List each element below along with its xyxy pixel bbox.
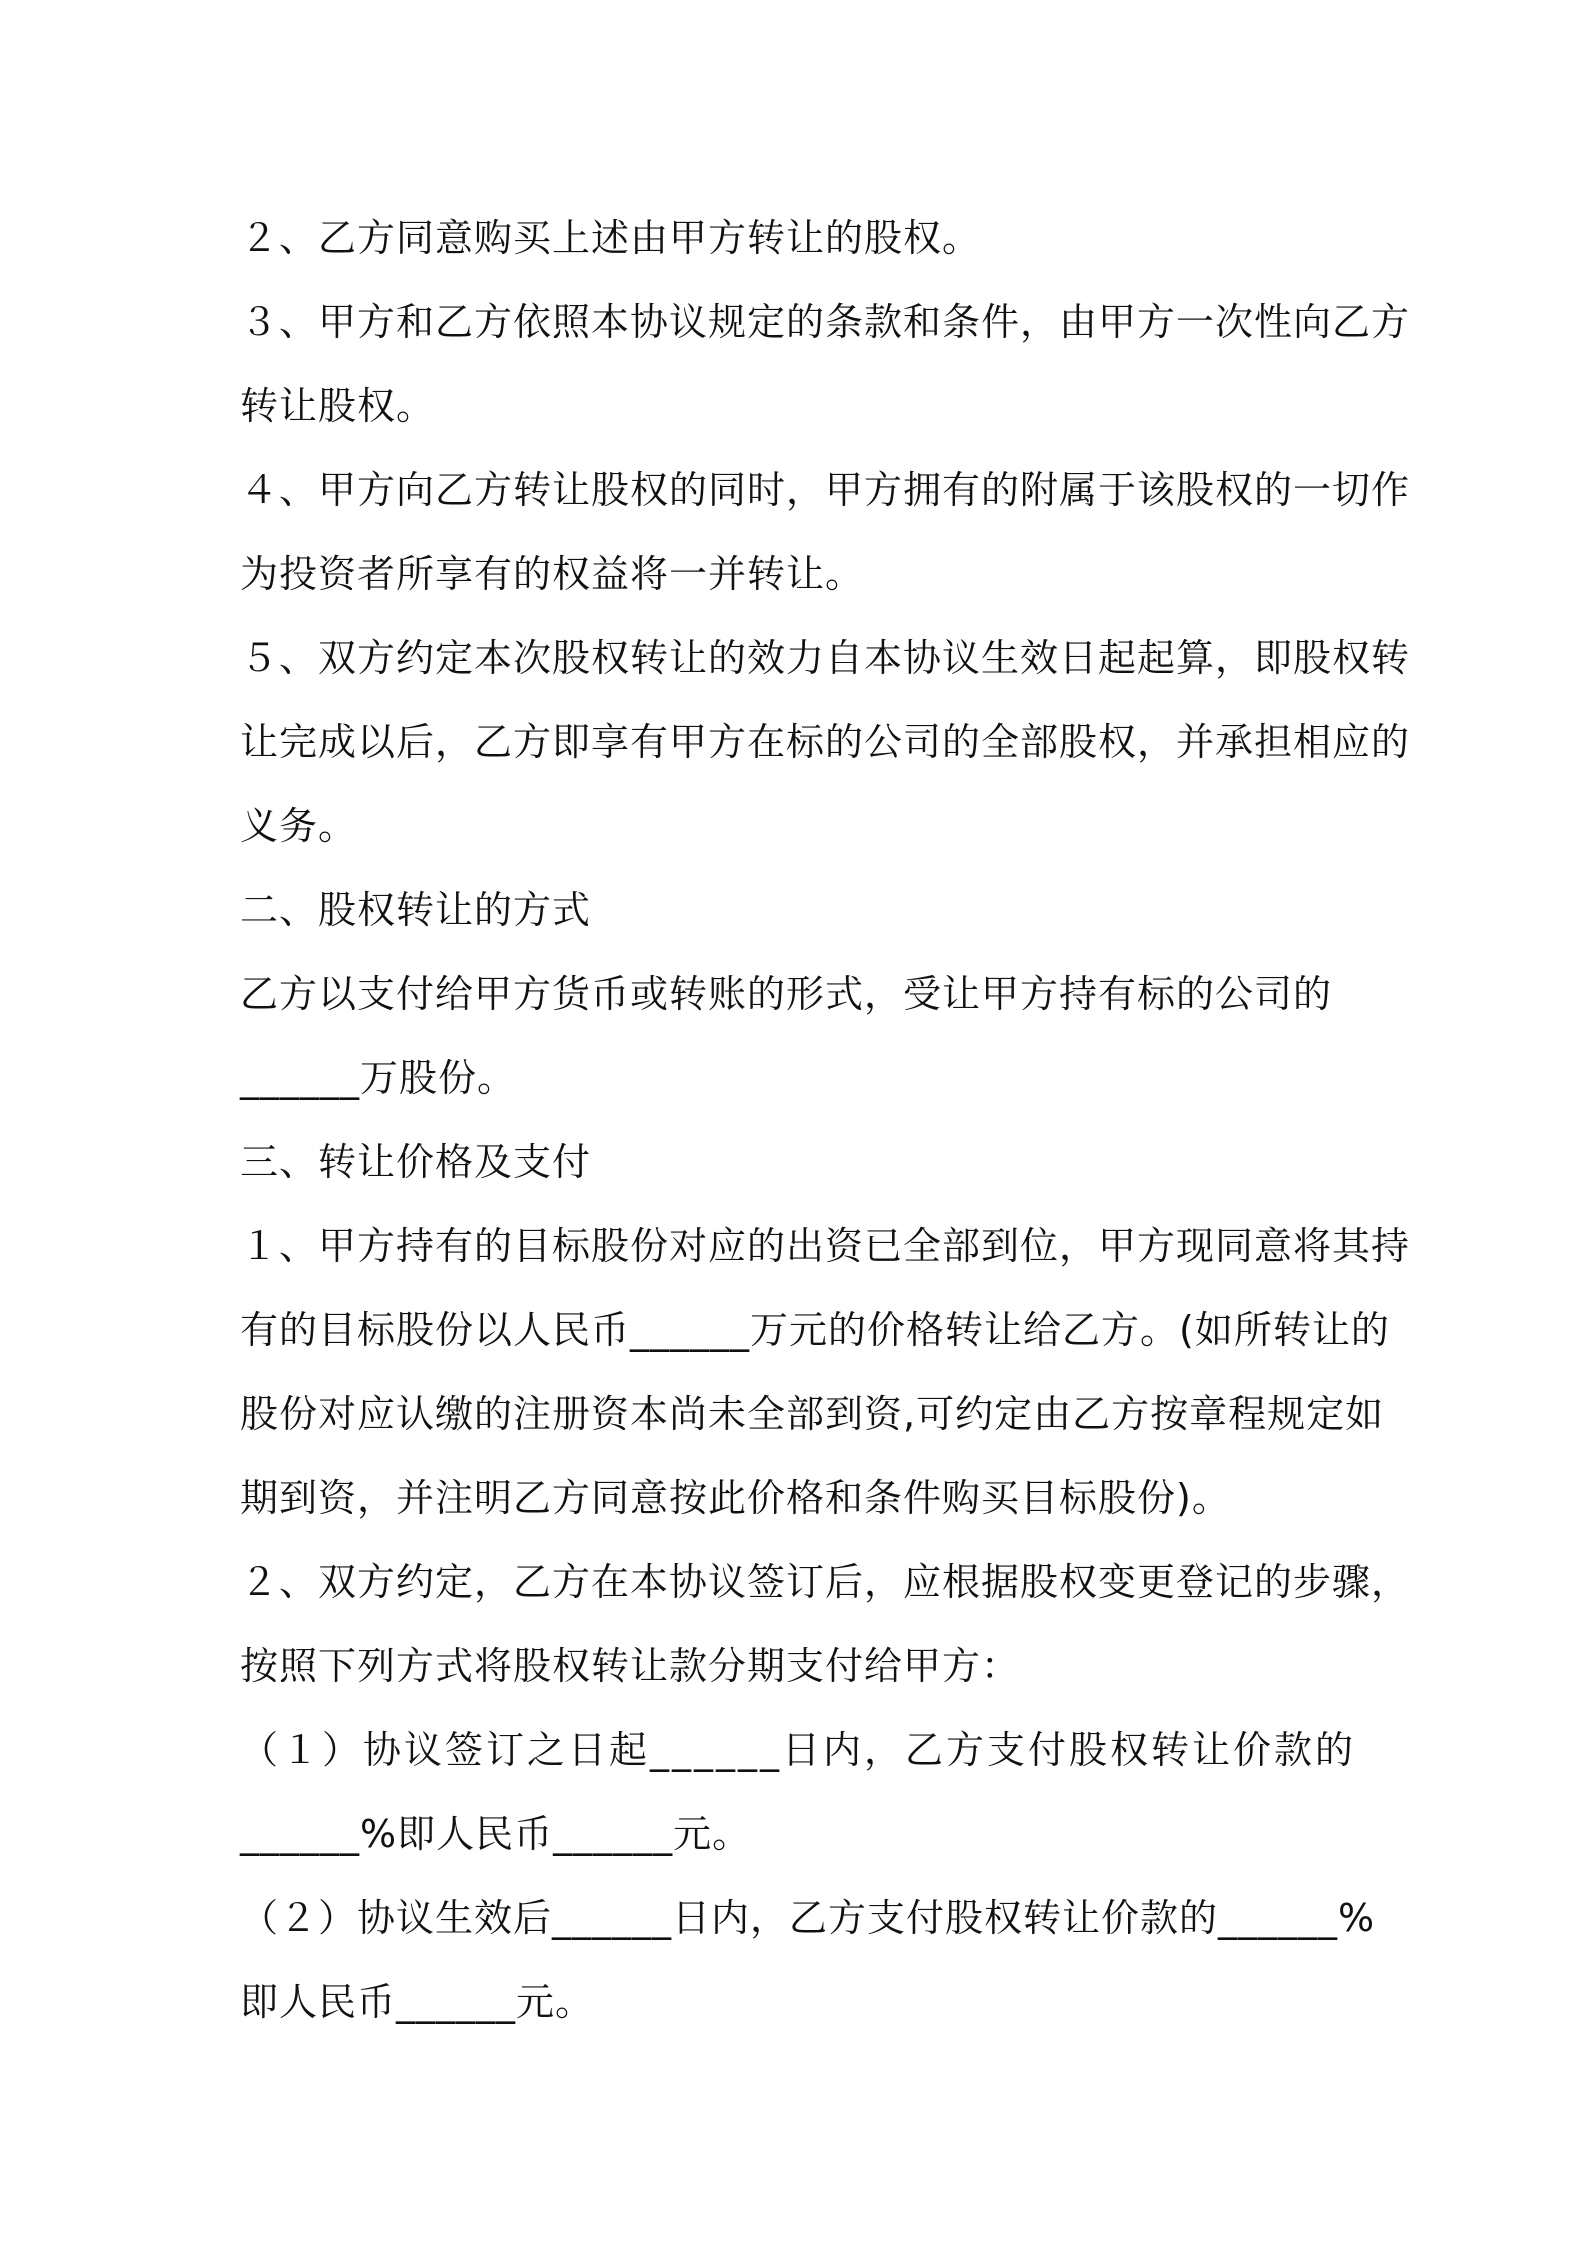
text-line: 为投资者所享有的权益将一并转让。 [240,552,865,596]
text-line: ______%即人民币______元。 [240,1812,752,1856]
text-line: 让完成以后，乙方即享有甲方在标的公司的全部股权，并承担相应的 [240,720,1411,764]
text-line: ４、甲方向乙方转让股权的同时，甲方拥有的附属于该股权的一切作 [240,468,1411,512]
text-line: １、甲方持有的目标股份对应的出资已全部到位，甲方现同意将其持 [240,1224,1411,1268]
text-line: 义务。 [240,804,358,848]
text-line: 按照下列方式将股权转让款分期支付给甲方： [240,1644,1021,1688]
clause-5-effective-date [240,616,1411,868]
section-heading-price-payment [240,1120,1360,1204]
text-line: （１）协议签订之日起______日内，乙方支付股权转让价款的 [240,1728,1357,1772]
clause-2-buyer-agrees [240,196,1360,280]
text-line: ５、双方约定本次股权转让的效力自本协议生效日起起算，即股权转 [240,636,1411,680]
clause-3-2-installment-plan [240,1540,1411,1708]
text-line: 乙方以支付给甲方货币或转账的形式，受让甲方持有标的公司的 [240,972,1333,1016]
section-heading: 二、股权转让的方式 [240,888,592,932]
text-line: 有的目标股份以人民币______万元的价格转让给乙方。(如所转让的 [240,1308,1390,1352]
text-line: ２、乙方同意购买上述由甲方转让的股权。 [240,216,982,260]
clause-4-attached-rights [240,448,1411,616]
document-body [240,196,1411,2044]
clause-3-one-time-transfer [240,280,1411,448]
text-line: ３、甲方和乙方依照本协议规定的条款和条件，由甲方一次性向乙方 [240,300,1411,344]
text-line: 即人民币______元。 [240,1980,595,2024]
installment-item-1 [240,1708,1360,1876]
clause-3-1-transfer-price [240,1204,1411,1540]
text-line: （２）协议生效后______日内，乙方支付股权转让价款的______% [240,1896,1376,1940]
text-line: 期到资，并注明乙方同意按此价格和条件购买目标股份)。 [240,1476,1231,1520]
section-heading-transfer-method [240,868,1360,952]
clause-transfer-method [240,952,1360,1120]
text-line: 转让股权。 [240,384,436,428]
text-line: ２、双方约定，乙方在本协议签订后，应根据股权变更登记的步骤， [240,1560,1411,1604]
text-line: ______万股份。 [240,1056,517,1100]
installment-item-2 [240,1876,1376,2044]
section-heading: 三、转让价格及支付 [240,1140,592,1184]
text-line: 股份对应认缴的注册资本尚未全部到资,可约定由乙方按章程规定如 [240,1392,1385,1436]
